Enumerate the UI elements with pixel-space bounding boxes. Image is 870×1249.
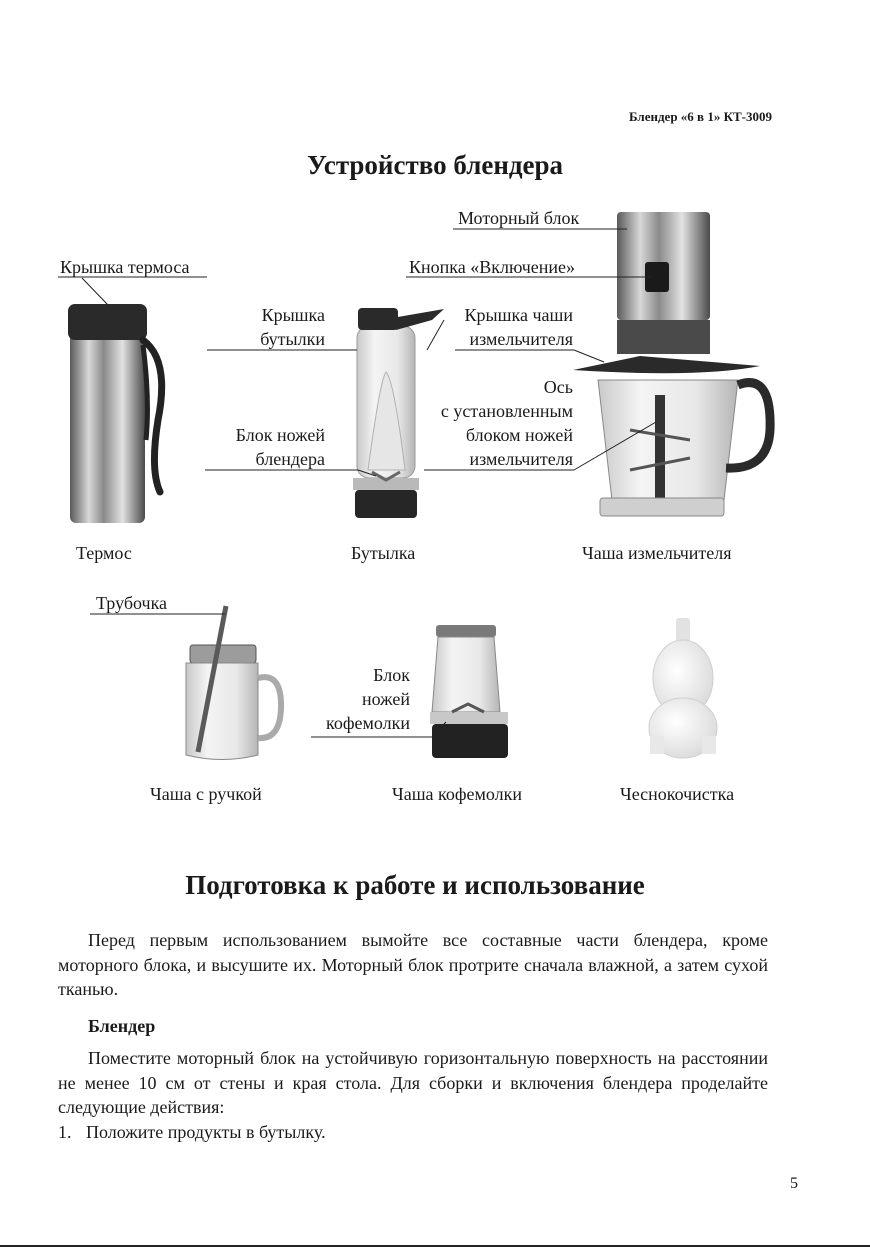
label-axis-line1: Ось [543,377,573,397]
label-motor-block: Моторный блок [458,208,580,228]
label-grinder-knife-line2: ножей [361,689,410,709]
label-grinder-knife-line1: Блок [373,665,410,685]
mug-image [186,606,281,760]
bottom-rule [0,1245,870,1247]
label-blender-knife-line2: блендера [255,449,325,469]
label-bottle-lid-line2: бутылки [260,329,325,349]
step-text: Положите продукты в бутылку. [86,1122,326,1142]
caption-chopper-bowl: Чаша измельчителя [582,543,732,563]
subheading-blender: Блендер [88,1016,156,1036]
label-thermos-lid: Крышка термоса [60,257,190,277]
caption-grinder-bowl: Чаша кофемолки [392,784,523,804]
label-bottle-lid-line1: Крышка [261,305,325,325]
section-title-preparation: Подготовка к работе и использование [185,870,645,900]
running-header: Блендер «6 в 1» КТ-3009 [629,109,772,124]
label-chopper-lid-line2: измельчителя [469,329,573,349]
label-grinder-knife-line3: кофемолки [326,713,410,733]
caption-bottle: Бутылка [351,543,416,563]
assembly-paragraph: Поместите моторный блок на устойчивую горизонтальную поверхность на расстоянии не менее 10 см от стены и края стола. Для сборки и включения блендера проделайте следующие действия: [58,1048,768,1117]
page-number: 5 [790,1175,798,1192]
label-axis-line4: измельчителя [469,449,573,469]
section-title-device: Устройство блендера [306,150,564,180]
step-1 [58,1120,768,1145]
label-axis-line3: блоком ножей [465,425,573,445]
caption-mug: Чаша с ручкой [150,784,262,804]
chopper-image [573,212,770,516]
label-chopper-lid-line1: Крышка чаши [464,305,573,325]
grinder-image [430,625,508,758]
garlic-peeler-image [649,618,717,758]
label-straw: Трубочка [96,593,168,613]
intro-paragraph: Перед первым использованием вымойте все составные части блендера, кроме моторного блока, и высушите их. Моторный блок протрите сначала влажной, а затем сухой тканью. [58,930,768,999]
step-number: 1. [58,1122,72,1142]
label-blender-knife-line1: Блок ножей [235,425,325,445]
label-axis-line2: с установленным [440,401,573,421]
caption-thermos: Термос [76,543,132,563]
caption-garlic-peeler: Чеснокочистка [620,784,735,804]
thermos-image [68,304,162,523]
label-power-button: Кнопка «Включение» [409,257,576,277]
